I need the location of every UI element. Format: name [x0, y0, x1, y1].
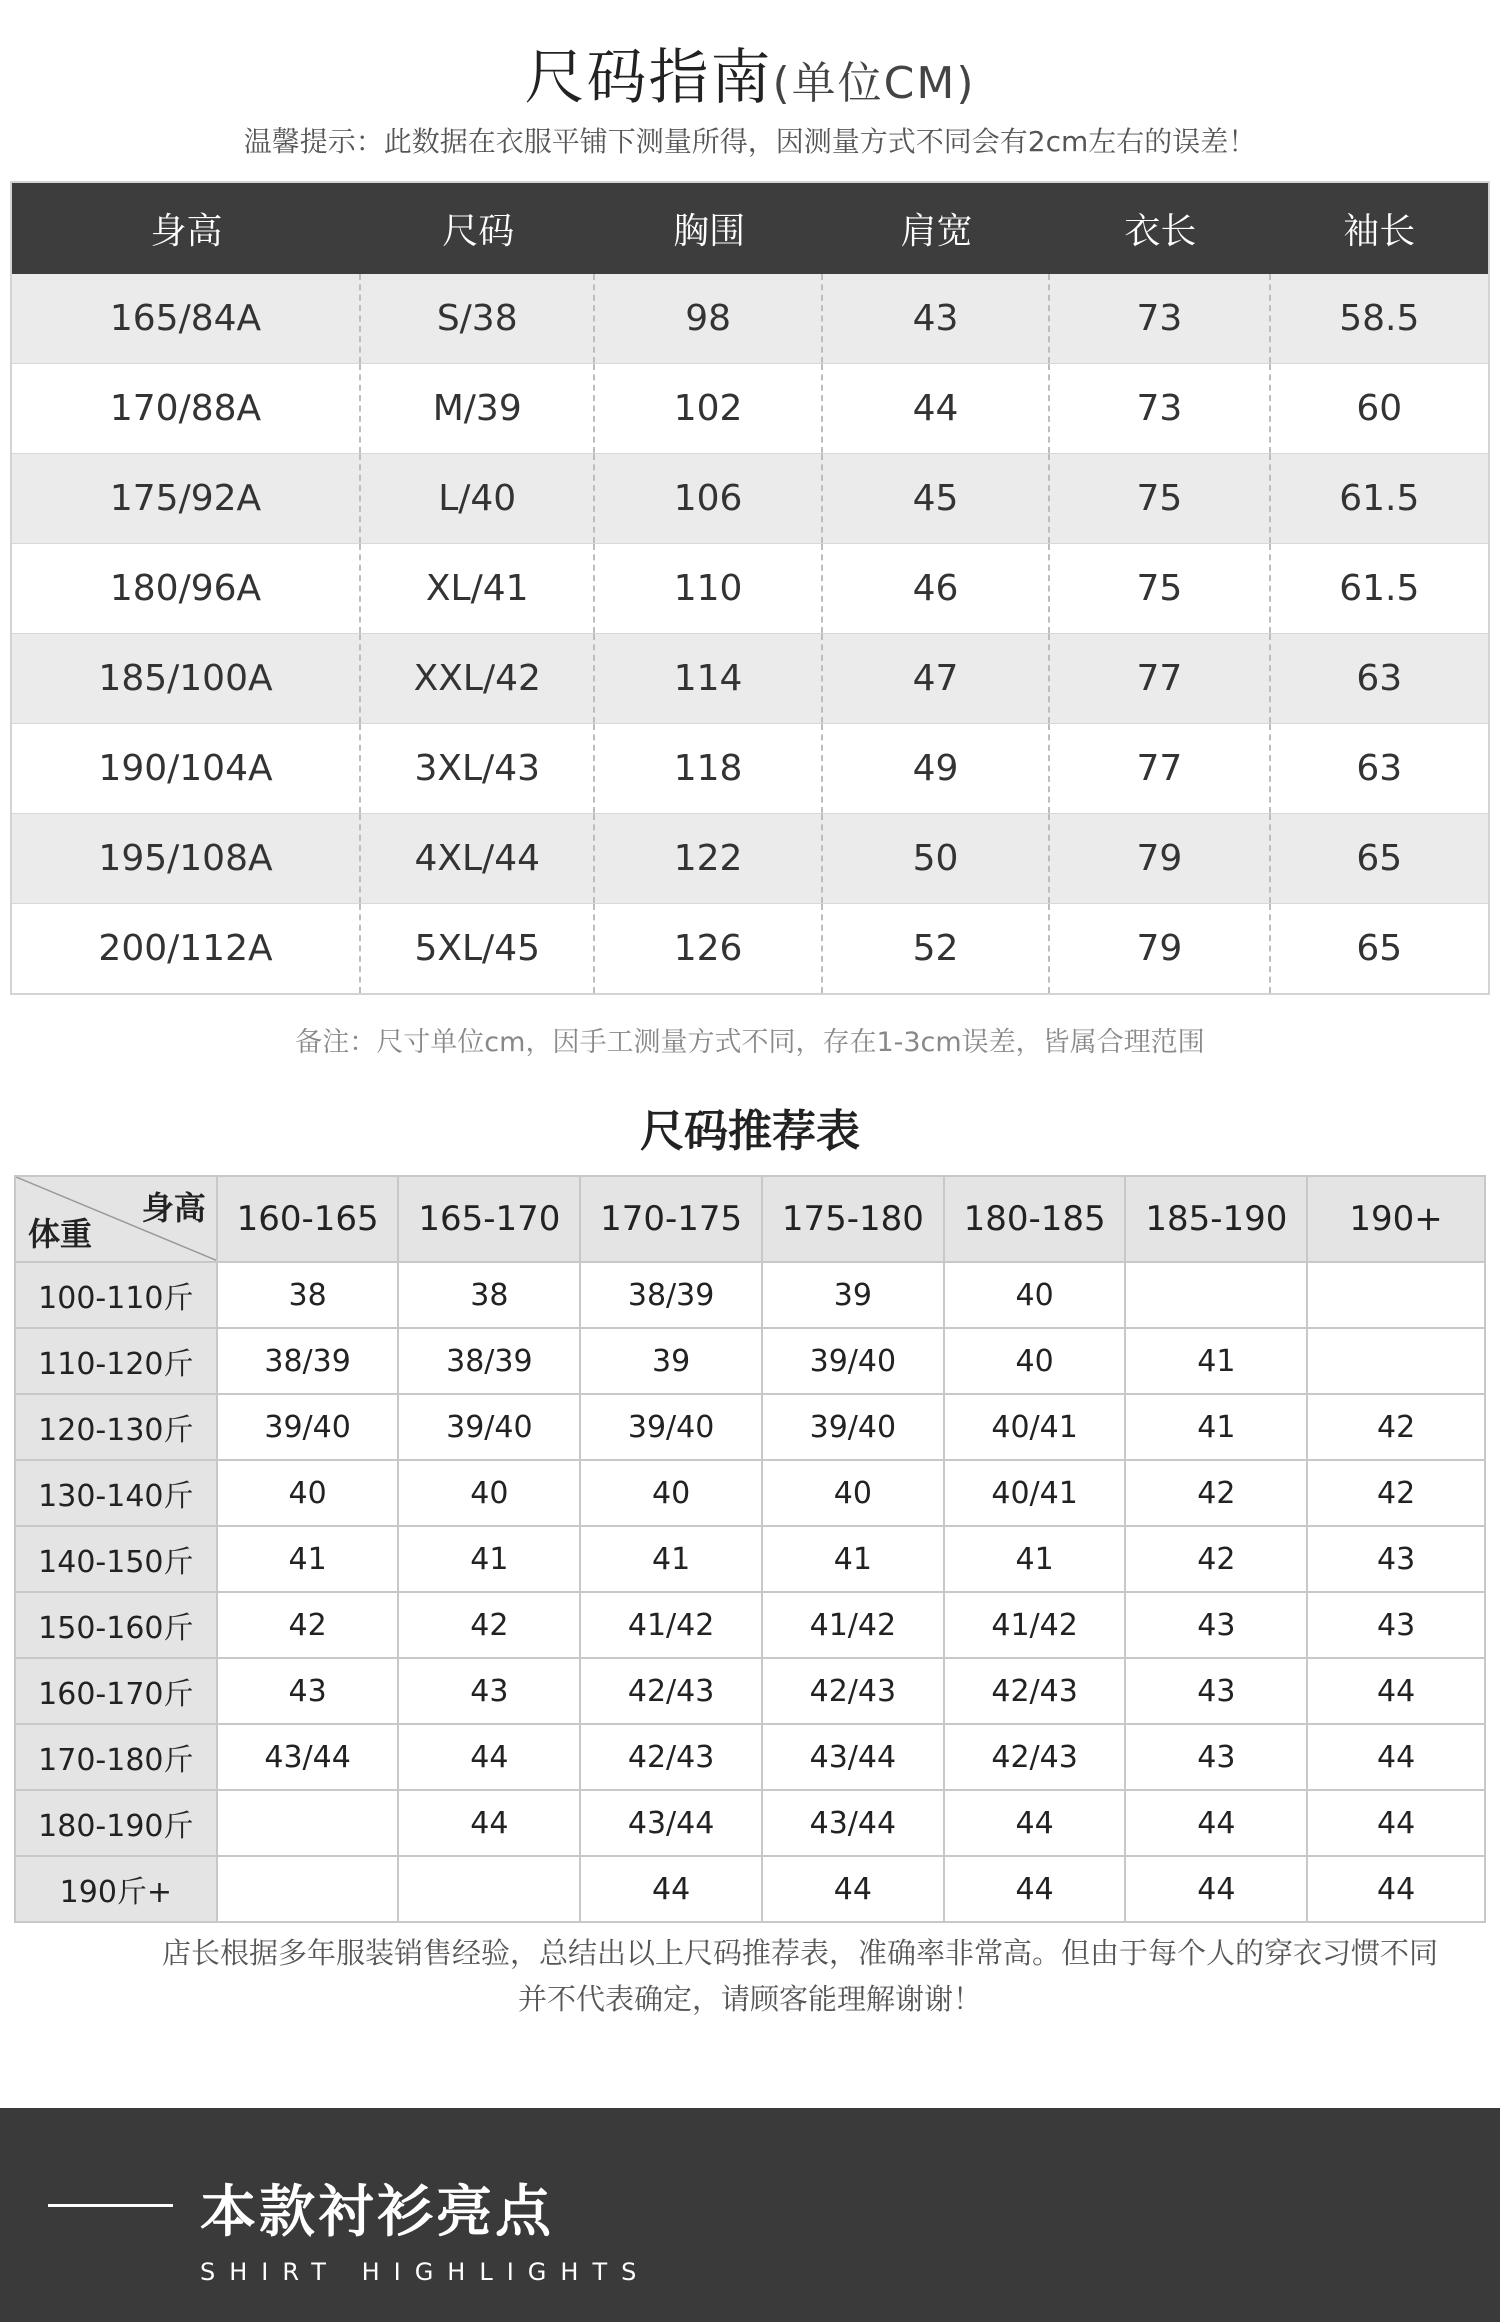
size-cell: 44 — [1126, 1857, 1308, 1921]
rec-table-body — [16, 1261, 1484, 1921]
cell-size: 5XL/45 — [361, 904, 595, 993]
cell-sleeve: 60 — [1356, 388, 1403, 429]
highlights-subtitle: SHIRT HIGHLIGHTS — [200, 2258, 651, 2286]
cell-length: 75 — [1050, 454, 1270, 543]
size-cell: 40 — [399, 1461, 581, 1525]
size-cell: 43 — [1377, 1607, 1416, 1643]
header-length: 衣长 — [1124, 211, 1197, 252]
cell-height: 200/112A — [12, 904, 361, 993]
rec-table-header — [16, 1177, 1484, 1261]
size-cell: 39/40 — [763, 1395, 945, 1459]
cell-sleeve: 58.5 — [1339, 298, 1420, 339]
table-row — [12, 364, 1488, 454]
cell-shoulder: 43 — [823, 274, 1050, 363]
recommendation-table — [14, 1175, 1486, 1923]
cell-length: 77 — [1050, 724, 1270, 813]
size-cell: 41/42 — [763, 1593, 945, 1657]
size-cell: 40 — [581, 1461, 763, 1525]
size-cell: 39/40 — [399, 1395, 581, 1459]
size-cell: 41 — [763, 1527, 945, 1591]
size-cell: 43 — [1126, 1725, 1308, 1789]
measurement-tip: 温馨提示：此数据在衣服平铺下测量所得，因测量方式不同会有2cm左右的误差！ — [243, 125, 1257, 158]
weight-label: 190斤+ — [16, 1857, 218, 1921]
size-cell: 42/43 — [945, 1725, 1127, 1789]
size-cell — [1308, 1329, 1484, 1393]
size-cell: 42 — [399, 1593, 581, 1657]
cell-size: 4XL/44 — [361, 814, 595, 903]
size-cell: 42 — [218, 1593, 400, 1657]
size-cell: 41 — [399, 1527, 581, 1591]
column-header: 190+ — [1349, 1199, 1443, 1239]
size-cell: 40 — [763, 1461, 945, 1525]
size-cell: 41 — [218, 1527, 400, 1591]
size-cell: 44 — [763, 1857, 945, 1921]
weight-label: 160-170斤 — [16, 1659, 218, 1723]
cell-size: M/39 — [361, 364, 595, 453]
cell-size: L/40 — [361, 454, 595, 543]
footnote — [0, 1930, 1500, 2022]
size-cell: 39/40 — [581, 1395, 763, 1459]
size-cell: 42 — [1377, 1409, 1416, 1445]
size-cell: 42 — [1126, 1527, 1308, 1591]
cell-chest: 118 — [595, 724, 822, 813]
cell-size: 3XL/43 — [361, 724, 595, 813]
size-cell — [399, 1857, 581, 1921]
cell-chest: 114 — [595, 634, 822, 723]
cell-chest: 102 — [595, 364, 822, 453]
footnote-line-2: 并不代表确定，请顾客能理解谢谢！ — [517, 1982, 982, 2016]
table-row — [16, 1525, 1484, 1591]
cell-sleeve: 61.5 — [1339, 478, 1420, 519]
table-row — [12, 544, 1488, 634]
table-row — [12, 724, 1488, 814]
weight-label: 100-110斤 — [16, 1263, 218, 1327]
cell-shoulder: 47 — [823, 634, 1050, 723]
size-cell: 38/39 — [218, 1329, 400, 1393]
cell-chest: 110 — [595, 544, 822, 633]
size-cell: 38 — [218, 1263, 400, 1327]
size-cell: 44 — [1377, 1739, 1416, 1775]
column-header: 180-185 — [945, 1177, 1127, 1261]
size-cell: 43 — [1377, 1541, 1416, 1577]
cell-height: 180/96A — [12, 544, 361, 633]
banner-rule — [48, 2204, 173, 2207]
table-row — [12, 634, 1488, 724]
size-cell: 43/44 — [763, 1725, 945, 1789]
size-cell: 44 — [1377, 1805, 1416, 1841]
cell-shoulder: 50 — [823, 814, 1050, 903]
size-cell: 41 — [945, 1527, 1127, 1591]
size-cell: 41/42 — [581, 1593, 763, 1657]
column-header: 165-170 — [399, 1177, 581, 1261]
cell-sleeve: 61.5 — [1339, 568, 1420, 609]
size-cell — [1126, 1263, 1308, 1327]
recommendation-title: 尺码推荐表 — [640, 1106, 860, 1157]
size-cell: 40 — [945, 1329, 1127, 1393]
weight-label: 120-130斤 — [16, 1395, 218, 1459]
table-row — [12, 904, 1488, 993]
size-cell: 44 — [399, 1791, 581, 1855]
weight-label: 180-190斤 — [16, 1791, 218, 1855]
size-cell: 40/41 — [945, 1461, 1127, 1525]
cell-sleeve: 65 — [1356, 838, 1403, 879]
cell-shoulder: 52 — [823, 904, 1050, 993]
size-cell: 43 — [399, 1659, 581, 1723]
size-cell: 42/43 — [581, 1659, 763, 1723]
size-cell: 43/44 — [218, 1725, 400, 1789]
size-cell: 40/41 — [945, 1395, 1127, 1459]
cell-sleeve: 65 — [1356, 928, 1403, 969]
table-row — [12, 814, 1488, 904]
table-row — [12, 274, 1488, 364]
size-cell: 43 — [1126, 1659, 1308, 1723]
size-cell: 43/44 — [763, 1791, 945, 1855]
cell-length: 75 — [1050, 544, 1270, 633]
size-cell: 39 — [763, 1263, 945, 1327]
size-cell: 44 — [945, 1857, 1127, 1921]
cell-size: XL/41 — [361, 544, 595, 633]
size-table-header — [12, 183, 1488, 274]
size-cell: 39/40 — [218, 1395, 400, 1459]
table-row — [16, 1789, 1484, 1855]
size-cell — [218, 1791, 400, 1855]
size-cell: 44 — [1126, 1791, 1308, 1855]
size-cell — [1308, 1263, 1484, 1327]
size-cell: 42/43 — [945, 1659, 1127, 1723]
size-cell: 42/43 — [763, 1659, 945, 1723]
size-cell: 44 — [1377, 1673, 1416, 1709]
title-unit: (单位CM) — [772, 58, 976, 109]
column-header: 170-175 — [581, 1177, 763, 1261]
table-row — [16, 1855, 1484, 1921]
size-table-body — [12, 274, 1488, 993]
table-row — [16, 1261, 1484, 1327]
highlights-banner — [0, 2108, 1500, 2322]
cell-sleeve: 63 — [1356, 658, 1403, 699]
weight-label: 130-140斤 — [16, 1461, 218, 1525]
weight-label: 170-180斤 — [16, 1725, 218, 1789]
cell-length: 73 — [1050, 274, 1270, 363]
cell-height: 165/84A — [12, 274, 361, 363]
cell-length: 73 — [1050, 364, 1270, 453]
table-row — [12, 454, 1488, 544]
size-cell: 41 — [581, 1527, 763, 1591]
size-cell: 44 — [581, 1857, 763, 1921]
title-text: 尺码指南 — [524, 43, 773, 113]
size-cell: 40 — [945, 1263, 1127, 1327]
size-cell: 40 — [218, 1461, 400, 1525]
corner-cell — [16, 1177, 218, 1261]
cell-length: 77 — [1050, 634, 1270, 723]
table-row — [16, 1459, 1484, 1525]
weight-label: 140-150斤 — [16, 1527, 218, 1591]
table-row — [16, 1591, 1484, 1657]
page-title — [0, 30, 1500, 116]
cell-chest: 126 — [595, 904, 822, 993]
size-cell: 39/40 — [763, 1329, 945, 1393]
footnote-line-1: 店长根据多年服装销售经验，总结出以上尺码推荐表，准确率非常高。但由于每个人的穿衣习惯不同 — [161, 1936, 1438, 1970]
size-cell — [218, 1857, 400, 1921]
table-row — [16, 1723, 1484, 1789]
size-cell: 44 — [945, 1791, 1127, 1855]
size-note: 备注：尺寸单位cm，因手工测量方式不同，存在1-3cm误差，皆属合理范围 — [295, 1027, 1205, 1058]
cell-size: XXL/42 — [361, 634, 595, 723]
size-cell: 43/44 — [581, 1791, 763, 1855]
size-cell: 42 — [1126, 1461, 1308, 1525]
size-cell: 42/43 — [581, 1725, 763, 1789]
highlights-title: 本款衬衫亮点 — [200, 2180, 554, 2245]
cell-shoulder: 44 — [823, 364, 1050, 453]
corner-height-label: 身高 — [141, 1189, 206, 1227]
column-header: 175-180 — [763, 1177, 945, 1261]
cell-shoulder: 45 — [823, 454, 1050, 543]
header-height: 身高 — [150, 211, 223, 252]
table-row — [16, 1657, 1484, 1723]
column-header: 185-190 — [1126, 1177, 1308, 1261]
size-cell: 44 — [1377, 1871, 1416, 1907]
table-row — [16, 1393, 1484, 1459]
cell-sleeve: 63 — [1356, 748, 1403, 789]
cell-length: 79 — [1050, 904, 1270, 993]
cell-height: 170/88A — [12, 364, 361, 453]
cell-length: 79 — [1050, 814, 1270, 903]
cell-shoulder: 49 — [823, 724, 1050, 813]
size-cell: 38/39 — [399, 1329, 581, 1393]
cell-height: 190/104A — [12, 724, 361, 813]
cell-height: 195/108A — [12, 814, 361, 903]
size-cell: 41 — [1126, 1395, 1308, 1459]
size-cell: 38/39 — [581, 1263, 763, 1327]
corner-weight-label: 体重 — [28, 1215, 93, 1253]
size-cell: 41 — [1126, 1329, 1308, 1393]
weight-label: 110-120斤 — [16, 1329, 218, 1393]
header-size: 尺码 — [442, 211, 515, 252]
size-cell: 38 — [399, 1263, 581, 1327]
size-guide-table — [10, 181, 1490, 995]
cell-height: 175/92A — [12, 454, 361, 543]
table-row — [16, 1327, 1484, 1393]
size-cell: 42 — [1377, 1475, 1416, 1511]
cell-size: S/38 — [361, 274, 595, 363]
size-cell: 44 — [399, 1725, 581, 1789]
weight-label: 150-160斤 — [16, 1593, 218, 1657]
size-cell: 43 — [218, 1659, 400, 1723]
cell-chest: 122 — [595, 814, 822, 903]
size-cell: 41/42 — [945, 1593, 1127, 1657]
header-chest: 胸围 — [673, 211, 746, 252]
cell-chest: 98 — [595, 274, 822, 363]
header-sleeve: 袖长 — [1343, 211, 1416, 252]
header-shoulder: 肩宽 — [900, 211, 973, 252]
column-header: 160-165 — [218, 1177, 400, 1261]
cell-chest: 106 — [595, 454, 822, 543]
size-cell: 39 — [581, 1329, 763, 1393]
cell-height: 185/100A — [12, 634, 361, 723]
size-cell: 43 — [1126, 1593, 1308, 1657]
cell-shoulder: 46 — [823, 544, 1050, 633]
